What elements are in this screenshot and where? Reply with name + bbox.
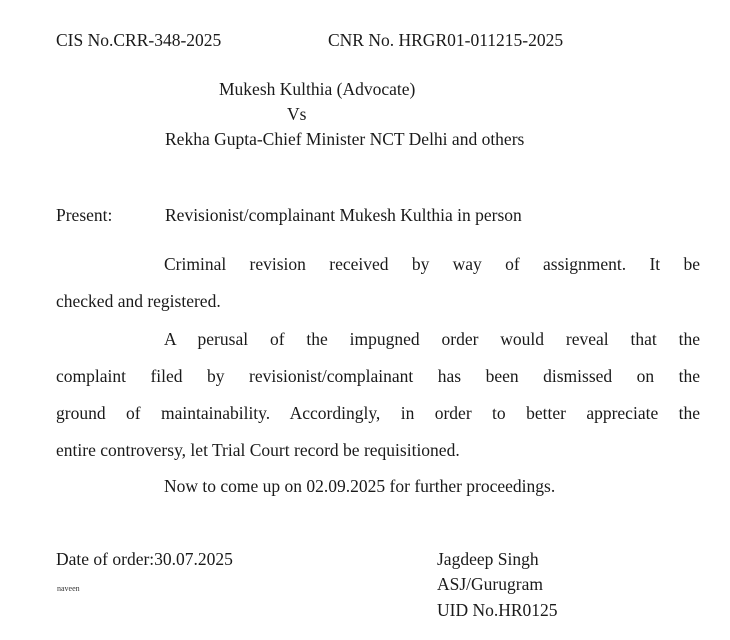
paragraph-2-line-2: [56, 358, 700, 395]
p1-line1: Criminal revision received by way of assignment. It be: [164, 254, 700, 274]
next-date-line: Now to come up on 02.09.2025 for further proceedings.: [164, 476, 556, 496]
date-of-order: Date of order:30.07.2025: [56, 549, 233, 569]
judge-name: Jagdeep Singh: [437, 549, 539, 569]
present-label: Present:: [56, 205, 113, 225]
cnr-number: CNR No. HRGR01-011215-2025: [328, 30, 564, 50]
respondent-name: Rekha Gupta-Chief Minister NCT Delhi and others: [165, 129, 525, 149]
judge-designation: ASJ/Gurugram: [437, 574, 543, 594]
p2-line4: entire controversy, let Trial Court record be requisitioned.: [56, 440, 460, 460]
p2-line2: complaint filed by revisionist/complainant has been dismissed on the: [56, 366, 700, 386]
versus-label: Vs: [287, 104, 307, 124]
cis-number: CIS No.CRR-348-2025: [56, 30, 222, 50]
p1-line2: checked and registered.: [56, 291, 221, 311]
p2-line3: ground of maintainability. Accordingly, in order to better appreciate the: [56, 403, 700, 423]
typist-initials: naveen: [57, 584, 80, 593]
present-text: Revisionist/complainant Mukesh Kulthia in person: [165, 205, 522, 225]
paragraph-2-line-3: [56, 395, 700, 432]
paragraph-2-line-1: [56, 321, 700, 358]
petitioner-name: Mukesh Kulthia (Advocate): [219, 79, 416, 99]
p2-line1: A perusal of the impugned order would reveal that the: [164, 329, 700, 349]
judge-uid: UID No.HR0125: [437, 600, 558, 620]
paragraph-1-line-1: [56, 246, 700, 283]
paragraph-1-line-2: [56, 283, 700, 320]
paragraph-2-line-4: [56, 432, 700, 469]
